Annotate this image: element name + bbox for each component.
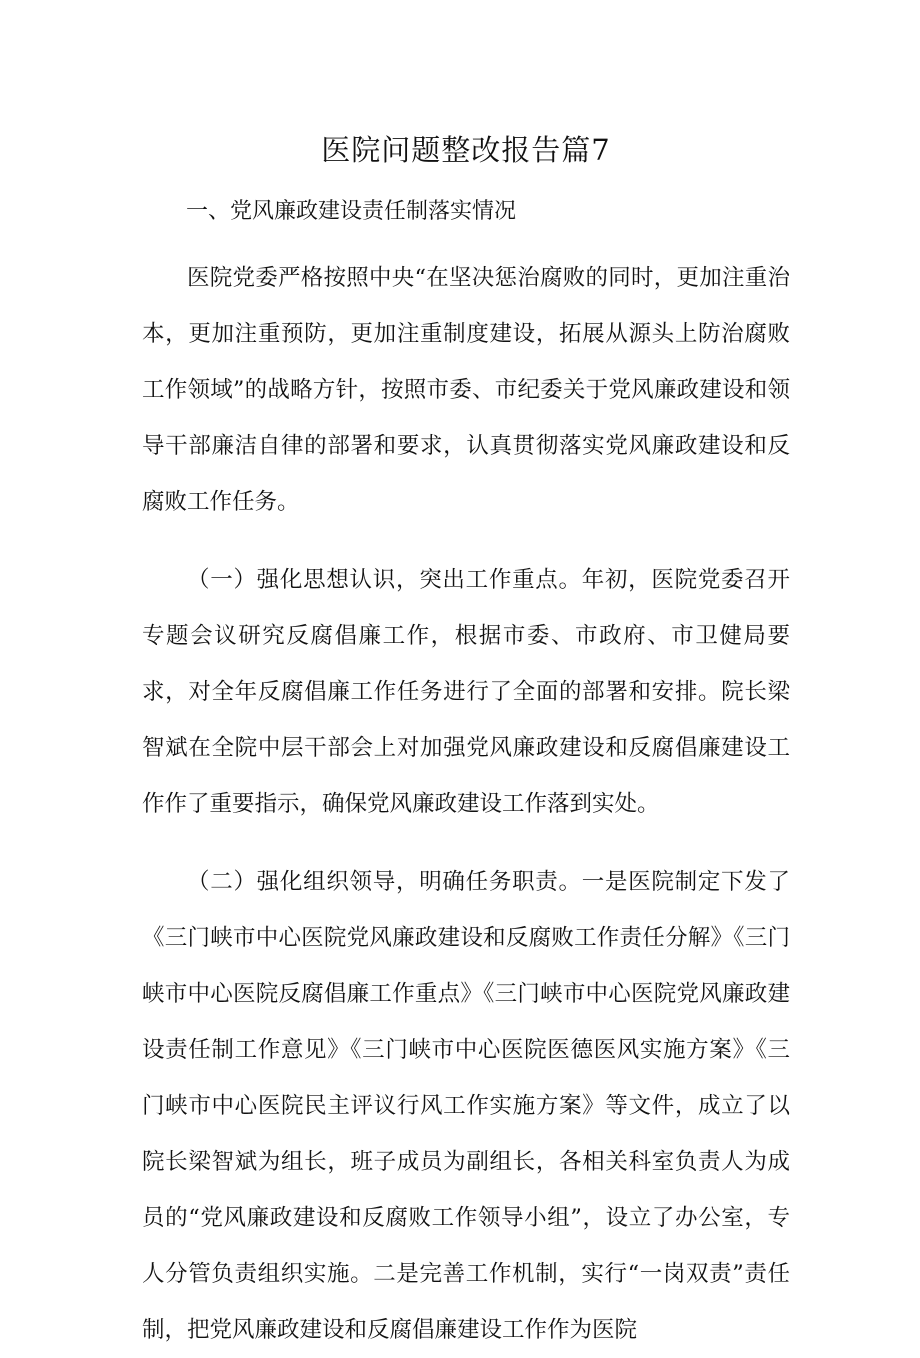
document-title: 医院问题整改报告篇7	[321, 133, 611, 167]
paragraph-intro: 医院党委严格按照中央“在坚决惩治腐败的同时，更加注重治本，更加注重预防，更加注重制度建设，拓展从源头上防治腐败工作领域”的战略方针，按照市委、市纪委关于党风廉政建设和领导干部廉洁自律的部署和要求，认真贯彻落实党风廉政建设和反腐败工作任务。	[142, 265, 790, 515]
paragraph-organization: （二）强化组织领导，明确任务职责。一是医院制定下发了《三门峡市中心医院党风廉政建设和反腐败工作责任分解》《三门峡市中心医院反腐倡廉工作重点》《三门峡市中心医院党风廉政建设责任制工作意见》《三门峡市中心医院医德医风实施方案》《三门峡市中心医院民主评议行风工作实施方案》等文件，成立了以院长梁智斌为组长，班子成员为副组长，各相关科室负责人为成员的“党风廉政建设和反腐败工作领导小组”，设立了办公室，专人分管负责组织实施。二是完善工作机制，实行“一岗双责”责任制，把党风廉政建设和反腐倡廉建设工作作为医院	[142, 869, 790, 1343]
paragraph-ideology: （一）强化思想认识，突出工作重点。年初，医院党委召开专题会议研究反腐倡廉工作，根据市委、市政府、市卫健局要求，对全年反腐倡廉工作任务进行了全面的部署和安排。院长梁智斌在全院中层干部会上对加强党风廉政建设和反腐倡廉建设工作作了重要指示，确保党风廉政建设工作落到实处。	[142, 567, 790, 817]
section-heading: 一、党风廉政建设责任制落实情况	[186, 199, 517, 224]
